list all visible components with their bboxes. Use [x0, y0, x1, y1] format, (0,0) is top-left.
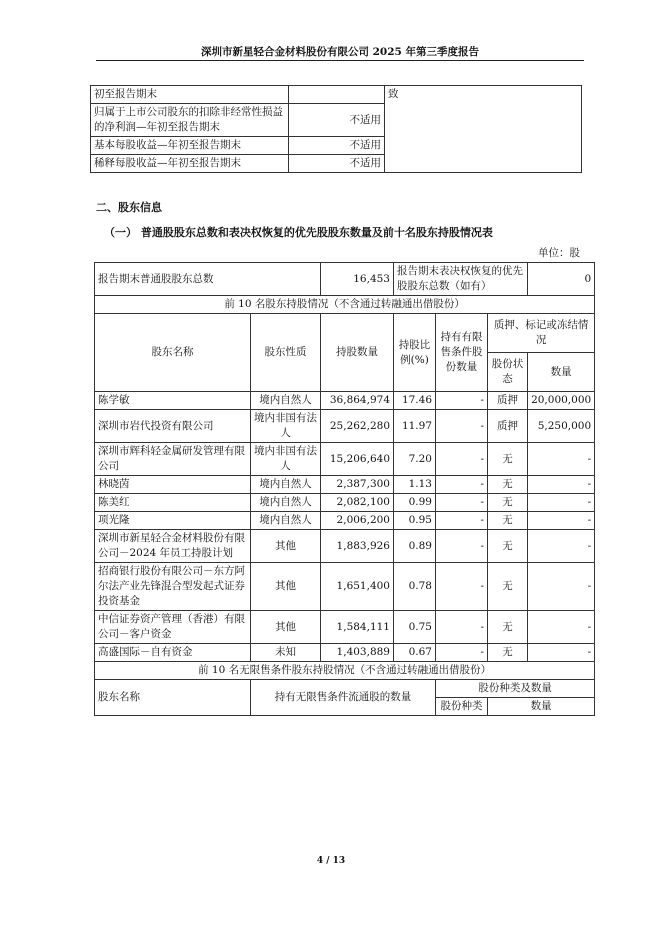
holder-restricted: -: [436, 644, 488, 662]
row-label: 稀释每股收益—年初至报告期末: [91, 155, 289, 173]
holder-ratio: 7.20: [394, 443, 436, 476]
holder-shares: 1,883,926: [321, 530, 394, 563]
holder-status: 无: [488, 530, 528, 563]
page-number: 4 / 13: [316, 856, 346, 866]
holder-ratio: 0.95: [394, 512, 436, 530]
row-value: [289, 86, 385, 104]
holder-qty: 5,250,000: [528, 410, 595, 443]
holder-nature: 境内非国有法人: [251, 443, 321, 476]
row-label: 基本每股收益—年初至报告期末: [91, 137, 289, 155]
caption-row: [95, 296, 595, 314]
holder-restricted: -: [436, 512, 488, 530]
header-shares: 持股数量: [321, 314, 394, 392]
unrestricted-header-type: 股份种类: [436, 698, 488, 716]
holder-nature: 境内自然人: [251, 476, 321, 494]
table-row: [95, 644, 595, 662]
holder-status: 质押: [488, 392, 528, 410]
table-row: [95, 392, 595, 410]
table-row: [95, 563, 595, 611]
holder-restricted: -: [436, 410, 488, 443]
holder-status: 无: [488, 494, 528, 512]
holder-nature: 其他: [251, 563, 321, 611]
holder-qty: -: [528, 494, 595, 512]
holder-nature: 其他: [251, 611, 321, 644]
holder-shares: 1,584,111: [321, 611, 394, 644]
holder-name: 深圳市新星轻合金材料股份有限公司－2024 年员工持股计划: [95, 530, 251, 563]
holder-name: 高盛国际－自有资金: [95, 644, 251, 662]
holder-restricted: -: [436, 392, 488, 410]
holder-ratio: 1.13: [394, 476, 436, 494]
holder-nature: 其他: [251, 530, 321, 563]
holder-qty: -: [528, 611, 595, 644]
pref-holders-value: 0: [528, 263, 595, 296]
shareholder-table: [94, 262, 595, 716]
holder-restricted: -: [436, 530, 488, 563]
row-label: 初至报告期末: [91, 86, 289, 104]
unrestricted-header-type-group: 股份种类及数量: [436, 680, 595, 698]
holder-name: 林晓茵: [95, 476, 251, 494]
holder-status: 质押: [488, 410, 528, 443]
holder-ratio: 0.99: [394, 494, 436, 512]
holder-ratio: 0.67: [394, 644, 436, 662]
holder-shares: 2,082,100: [321, 494, 394, 512]
holder-qty: -: [528, 563, 595, 611]
holder-ratio: 11.97: [394, 410, 436, 443]
holder-status: 无: [488, 644, 528, 662]
unrestricted-header-qty: 数量: [488, 698, 595, 716]
table-row: [95, 476, 595, 494]
table-row: [95, 443, 595, 476]
holder-name: 陈美红: [95, 494, 251, 512]
unrestricted-header-name: 股东名称: [95, 680, 251, 716]
holder-status: 无: [488, 476, 528, 494]
holder-restricted: -: [436, 443, 488, 476]
holder-status: 无: [488, 611, 528, 644]
holder-shares: 2,387,300: [321, 476, 394, 494]
row-label: 归属于上市公司股东的扣除非经常性损益的净利润—年初至报告期末: [91, 104, 289, 137]
unit-label: 单位：股: [538, 247, 580, 259]
header-name: 股东名称: [95, 314, 251, 392]
top10-caption: 前 10 名股东持股情况（不含通过转融通出借股份）: [95, 296, 595, 314]
holder-name: 项光隆: [95, 512, 251, 530]
continuation-table: [90, 85, 582, 173]
holder-name: 中信证券资产管理（香港）有限公司－客户资金: [95, 611, 251, 644]
page-header: 深圳市新星轻合金材料股份有限公司 2025 年第三季度报告: [200, 46, 480, 58]
holder-shares: 2,006,200: [321, 512, 394, 530]
holder-status: 无: [488, 443, 528, 476]
holder-qty: -: [528, 476, 595, 494]
header-divider: [96, 60, 584, 61]
table-row: [95, 611, 595, 644]
row-value: 不适用: [289, 155, 385, 173]
holder-restricted: -: [436, 563, 488, 611]
holder-name: 深圳市岩代投资有限公司: [95, 410, 251, 443]
section-title: 二、股东信息: [96, 201, 162, 214]
holder-qty: -: [528, 512, 595, 530]
unrestricted-caption: 前 10 名无限售条件股东持股情况（不含通过转融通出借股份）: [95, 662, 595, 680]
holder-qty: -: [528, 443, 595, 476]
table-row: [95, 410, 595, 443]
header-nature: 股东性质: [251, 314, 321, 392]
holder-ratio: 17.46: [394, 392, 436, 410]
holder-qty: -: [528, 530, 595, 563]
header-ratio: 持股比例(%): [394, 314, 436, 392]
header-row: [95, 314, 595, 353]
holder-ratio: 0.78: [394, 563, 436, 611]
table-row: [95, 494, 595, 512]
holder-ratio: 0.89: [394, 530, 436, 563]
header-pledge-qty: 数量: [528, 353, 595, 392]
holder-shares: 1,403,889: [321, 644, 394, 662]
total-holders-value: 16,453: [321, 263, 394, 296]
holder-nature: 境内非国有法人: [251, 410, 321, 443]
table-row: [91, 86, 582, 104]
note-cell: 致: [385, 86, 582, 173]
holder-restricted: -: [436, 611, 488, 644]
table-row: [95, 530, 595, 563]
summary-row: [95, 263, 595, 296]
holder-nature: 未知: [251, 644, 321, 662]
header-pledge-status: 股份状态: [488, 353, 528, 392]
holder-nature: 境内自然人: [251, 392, 321, 410]
holder-shares: 15,206,640: [321, 443, 394, 476]
unrestricted-header-shares: 持有无限售条件流通股的数量: [251, 680, 436, 716]
header-restricted: 持有有限售条件股份数量: [436, 314, 488, 392]
table-row: [95, 512, 595, 530]
row-value: 不适用: [289, 137, 385, 155]
holder-ratio: 0.75: [394, 611, 436, 644]
holder-shares: 1,651,400: [321, 563, 394, 611]
holder-name: 陈学敏: [95, 392, 251, 410]
holder-qty: -: [528, 644, 595, 662]
holder-nature: 境内自然人: [251, 512, 321, 530]
holder-nature: 境内自然人: [251, 494, 321, 512]
holder-shares: 36,864,974: [321, 392, 394, 410]
row-value: 不适用: [289, 104, 385, 137]
holder-name: 招商银行股份有限公司－东方阿尔法产业先锋混合型发起式证券投资基金: [95, 563, 251, 611]
holder-shares: 25,262,280: [321, 410, 394, 443]
caption-row: [95, 662, 595, 680]
header-row: [95, 680, 595, 698]
holder-status: 无: [488, 563, 528, 611]
holder-restricted: -: [436, 476, 488, 494]
header-pledge-group: 质押、标记或冻结情况: [488, 314, 595, 353]
total-holders-label: 报告期末普通股股东总数: [95, 263, 321, 296]
holder-restricted: -: [436, 494, 488, 512]
section-subtitle: （一） 普通股股东总数和表决权恢复的优先股股东数量及前十名股东持股情况表: [104, 226, 493, 239]
holder-qty: 20,000,000: [528, 392, 595, 410]
pref-holders-label: 报告期末表决权恢复的优先股股东总数（如有）: [394, 263, 528, 296]
holder-name: 深圳市辉科轻金属研发管理有限公司: [95, 443, 251, 476]
holder-status: 无: [488, 512, 528, 530]
